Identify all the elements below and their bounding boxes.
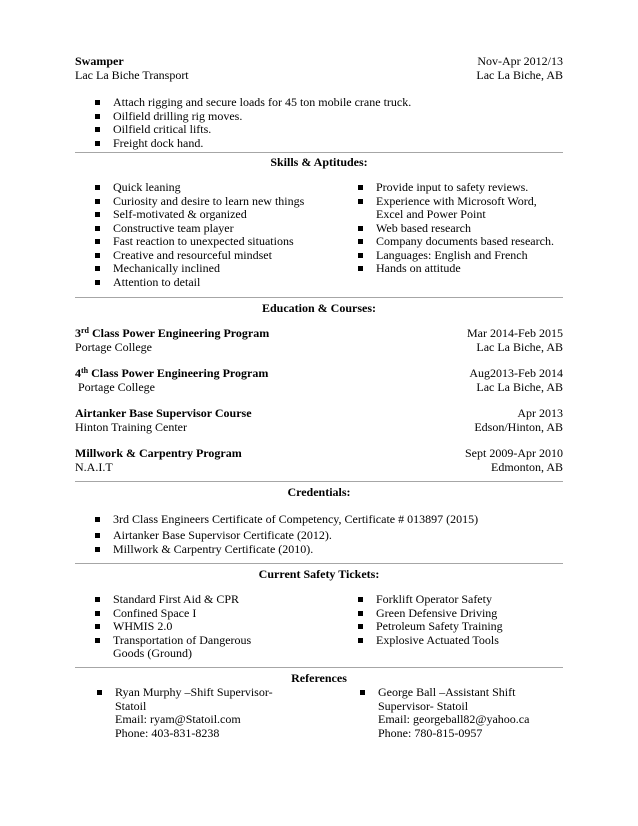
bullet-icon: [95, 597, 100, 602]
program-institution-row: [75, 421, 563, 435]
section-divider: [75, 152, 563, 153]
list-item: Millwork & Carpentry Certificate (2010).: [93, 543, 533, 557]
credentials-list: [93, 513, 533, 557]
bullet-icon: [358, 253, 363, 258]
credentials-heading: Credentials:: [287, 485, 351, 499]
list-item: Mechanically inclined: [93, 262, 343, 276]
program-header: [75, 447, 563, 461]
job-title: Swamper: [75, 54, 124, 68]
references-heading: References: [291, 671, 347, 685]
bullet-icon: [95, 212, 100, 217]
program-institution-row: [75, 341, 563, 355]
bullet-icon: [358, 624, 363, 629]
list-item: Languages: English and French: [356, 249, 566, 263]
bullet-icon: [95, 114, 100, 119]
reference-company: Statoil: [115, 698, 147, 713]
bullet-icon: [358, 597, 363, 602]
program-institution-row: [75, 381, 563, 395]
bullet-icon: [360, 690, 365, 695]
safety-right-list: [356, 593, 546, 647]
job-dates: Nov-Apr 2012/13: [477, 54, 563, 68]
list-item: Forklift Operator Safety: [356, 593, 546, 607]
bullet-icon: [95, 141, 100, 146]
program-institution: N.A.I.T: [75, 460, 113, 474]
program-title: Millwork & Carpentry Program: [75, 446, 242, 460]
program-location: Edmonton, AB: [490, 460, 563, 474]
bullet-icon: [95, 100, 100, 105]
reference-name: George Ball –Assistant Shift: [378, 685, 516, 699]
program-dates: Mar 2014-Feb 2015: [467, 326, 563, 340]
section-divider: [75, 481, 563, 482]
program-institution: Portage College: [75, 340, 152, 354]
section-divider: [75, 667, 563, 668]
list-item: Fast reaction to unexpected situations: [93, 235, 343, 249]
bullet-icon: [358, 226, 363, 231]
program-dates: Apr 2013: [517, 406, 563, 420]
program-location: Lac La Biche, AB: [476, 340, 563, 354]
bullet-icon: [95, 266, 100, 271]
reference-name: Ryan Murphy –Shift Supervisor-: [115, 685, 273, 699]
skills-left-list: [93, 181, 343, 289]
program-header: [75, 367, 563, 381]
list-item: Freight dock hand.: [93, 137, 513, 151]
job-employer-row: [75, 69, 563, 83]
bullet-icon: [95, 226, 100, 231]
bullet-icon: [95, 533, 100, 538]
bullet-icon: [95, 517, 100, 522]
skills-heading: Skills & Aptitudes:: [270, 155, 368, 169]
program-location: Lac La Biche, AB: [476, 380, 563, 394]
list-item: Standard First Aid & CPR: [93, 593, 283, 607]
reference-phone: Phone: 780-815-0957: [378, 725, 483, 740]
list-item: Web based research: [356, 222, 566, 236]
bullet-icon: [358, 239, 363, 244]
program-institution: Portage College: [78, 380, 155, 394]
reference-email: Email: ryam@Statoil.com: [115, 712, 241, 726]
reference-company: Supervisor- Statoil: [378, 698, 469, 713]
list-item: [358, 686, 538, 740]
list-item: Creative and resourceful mindset: [93, 249, 343, 263]
reference-phone: Phone: 403-831-8238: [115, 725, 220, 740]
list-item: 3rd Class Engineers Certificate of Competency, Certificate # 013897 (2015): [93, 513, 533, 527]
job-location: Lac La Biche, AB: [476, 68, 563, 82]
reference-email: Email: georgeball82@yahoo.ca: [378, 712, 530, 726]
list-item: Oilfield drilling rig moves.: [93, 110, 513, 124]
list-item: Quick leaning: [93, 181, 343, 195]
program-header: [75, 327, 563, 341]
bullet-icon: [95, 624, 100, 629]
job-employer: Lac La Biche Transport: [75, 68, 189, 82]
list-item: Experience with Microsoft Word, Excel and Power Point: [356, 195, 566, 222]
list-item: Self-motivated & organized: [93, 208, 343, 222]
list-item: Confined Space I: [93, 607, 283, 621]
list-item: Petroleum Safety Training: [356, 620, 546, 634]
reference-entry: [95, 686, 275, 740]
bullet-icon: [358, 638, 363, 643]
list-item: Oilfield critical lifts.: [93, 123, 513, 137]
list-item: WHMIS 2.0: [93, 620, 283, 634]
skills-right-list: [356, 181, 566, 276]
bullet-icon: [95, 547, 100, 552]
list-item: [95, 686, 275, 740]
list-item: Provide input to safety reviews.: [356, 181, 566, 195]
list-item: Constructive team player: [93, 222, 343, 236]
bullet-icon: [95, 239, 100, 244]
program-title: Airtanker Base Supervisor Course: [75, 406, 252, 420]
bullet-icon: [97, 690, 102, 695]
bullet-icon: [95, 127, 100, 132]
safety-heading: Current Safety Tickets:: [258, 567, 380, 581]
program-dates: Sept 2009-Apr 2010: [465, 446, 563, 460]
job-duties-list: [93, 96, 513, 150]
program-dates: Aug2013-Feb 2014: [469, 366, 563, 380]
list-item: Transportation of Dangerous Goods (Ground): [93, 634, 283, 661]
bullet-icon: [95, 611, 100, 616]
list-item: Green Defensive Driving: [356, 607, 546, 621]
reference-entry: [358, 686, 538, 740]
bullet-icon: [358, 266, 363, 271]
list-item: Curiosity and desire to learn new things: [93, 195, 343, 209]
program-location: Edson/Hinton, AB: [474, 420, 563, 434]
program-header: [75, 407, 563, 421]
program-institution: Hinton Training Center: [75, 420, 188, 434]
program-title: 3rd Class Power Engineering Program: [75, 326, 270, 340]
list-item: Attach rigging and secure loads for 45 ton mobile crane truck.: [93, 96, 513, 110]
education-heading: Education & Courses:: [261, 301, 376, 315]
list-item: Attention to detail: [93, 276, 343, 290]
safety-left-list: [93, 593, 283, 661]
bullet-icon: [358, 199, 363, 204]
bullet-icon: [95, 199, 100, 204]
section-divider: [75, 563, 563, 564]
bullet-icon: [95, 280, 100, 285]
list-item: Explosive Actuated Tools: [356, 634, 546, 648]
job-header: [75, 55, 563, 69]
list-item: Company documents based research.: [356, 235, 566, 249]
bullet-icon: [95, 185, 100, 190]
program-institution-row: [75, 461, 563, 475]
bullet-icon: [95, 253, 100, 258]
section-divider: [75, 297, 563, 298]
bullet-icon: [95, 638, 100, 643]
list-item: Airtanker Base Supervisor Certificate (2012).: [93, 529, 533, 543]
program-title: 4th Class Power Engineering Program: [75, 366, 269, 380]
list-item: Hands on attitude: [356, 262, 566, 276]
resume-page: [75, 0, 563, 826]
bullet-icon: [358, 611, 363, 616]
bullet-icon: [358, 185, 363, 190]
